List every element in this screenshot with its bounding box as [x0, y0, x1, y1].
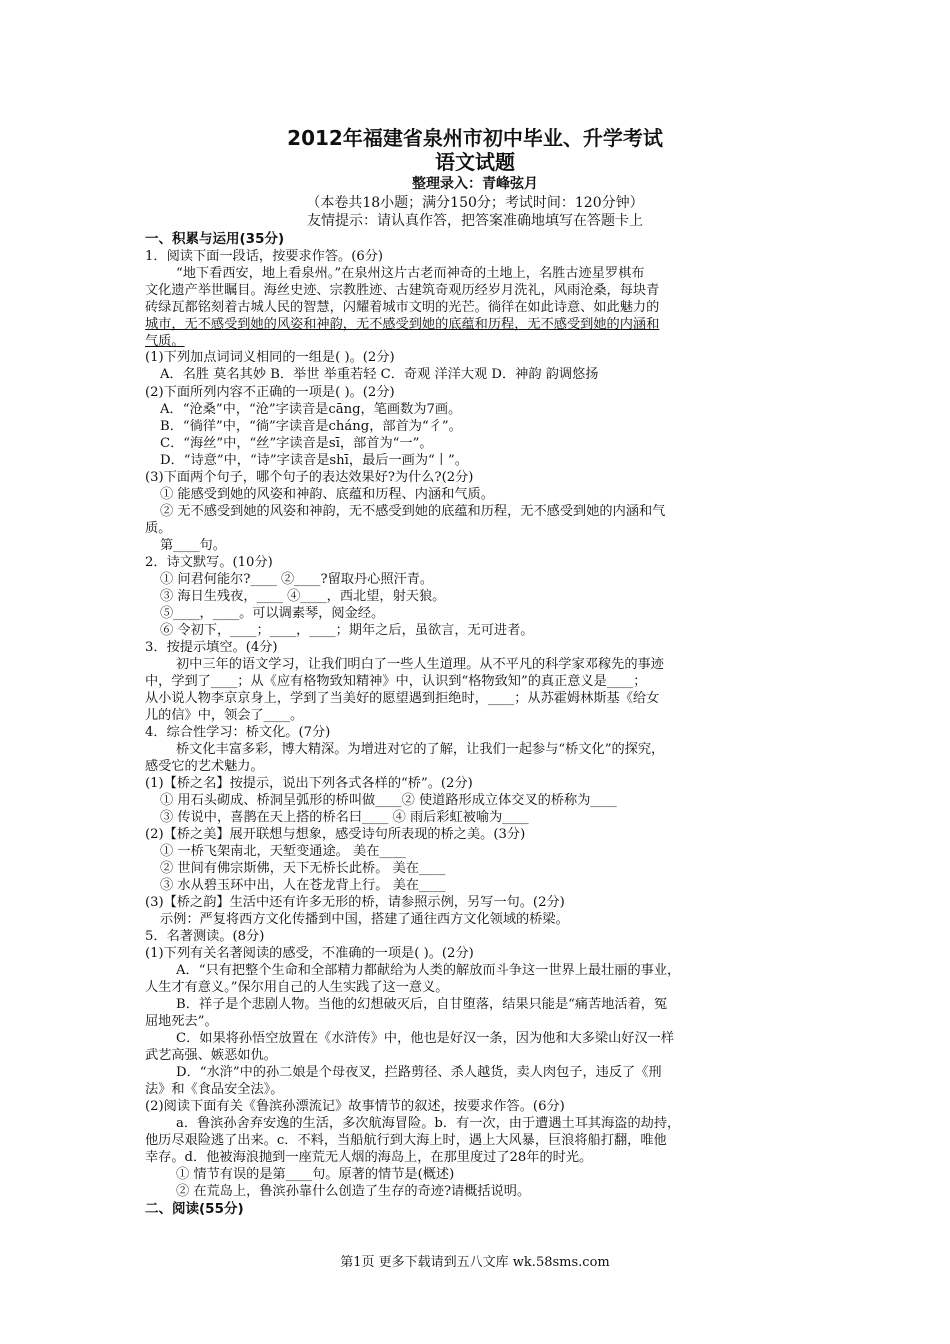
text-line: ⑤____，____。可以调素琴，阅金经。: [160, 606, 385, 621]
section-heading: 一、积累与运用(35分): [145, 231, 285, 247]
text-line: 文化遗产举世瞩目。海丝史迹、宗教胜迹、古建筑奇观历经岁月洗礼，风雨沧桑，每块青: [145, 283, 660, 298]
text-line: ① 用石头砌成、桥洞呈弧形的桥叫做____② 使道路形成立体交叉的桥称为____: [160, 793, 617, 808]
text-line: A．“沧桑”中，“沧”字读音是cāng，笔画数为7画。: [160, 402, 462, 417]
section-heading: 二、阅读(55分): [145, 1201, 244, 1217]
text-line: 人生才有意义。”保尔用自己的人生实践了这一意义。: [145, 980, 449, 995]
text-line: 示例：严复将西方文化传播到中国，搭建了通往西方文化领域的桥梁。: [160, 912, 569, 927]
text-line: “地下看西安，地上看泉州。”在泉州这片古老而神奇的土地上，名胜古迹星罗棋布: [176, 266, 645, 281]
text-line: 第____句。: [160, 538, 226, 553]
text-line: a．鲁滨孙舍弃安逸的生活，多次航海冒险。b．有一次，由于遭遇土耳其海盗的劫持，: [176, 1116, 681, 1131]
text-line: ① 问君何能尔?____ ②____?留取丹心照汗青。: [160, 572, 434, 587]
text-line: 武艺高强、嫉恶如仇。: [145, 1048, 277, 1063]
exam-info: （本卷共18小题；满分150分；考试时间：120分钟）: [306, 195, 644, 211]
text-line: 法》和《食品安全法》。: [145, 1082, 284, 1097]
question-heading: 3．按提示填空。(4分): [145, 640, 278, 655]
text-line: (1)下列加点词词义相同的一组是( )。(2分): [145, 350, 395, 365]
text-line: C．如果将孙悟空放置在《水浒传》中，他也是好汉一条，因为他和大多梁山好汉一样: [176, 1031, 675, 1046]
text-line: (2)【桥之美】展开联想与想象，感受诗句所表现的桥之美。(3分): [145, 827, 526, 842]
text-line: 儿的信》中，领会了____。: [145, 708, 304, 723]
text-line: 桥文化丰富多彩，博大精深。为增进对它的了解，让我们一起参与“桥文化”的探究，: [176, 742, 665, 757]
text-line: ③ 海日生残夜，____ ④____，西北望，射天狼。: [160, 589, 446, 604]
text-line: B．祥子是个悲剧人物。当他的幻想破灭后，自甘堕落，结果只能是“痛苦地活着，冤: [176, 997, 668, 1012]
text-line: 气质。: [145, 334, 185, 349]
question-heading: 4．综合性学习：桥文化。(7分): [145, 725, 331, 740]
text-line: ② 世间有佛宗斯佛，天下无桥长此桥。 美在____: [160, 861, 446, 876]
text-line: 初中三年的语文学习，让我们明白了一些人生道理。从不平凡的科学家邓稼先的事迹: [176, 657, 664, 672]
text-line: (1)下列有关名著阅读的感受，不准确的一项是( )。(2分): [145, 946, 474, 961]
tip-line: 友情提示：请认真作答，把答案准确地填写在答题卡上: [307, 213, 643, 229]
question-heading: 1．阅读下面一段话，按要求作答。(6分): [145, 249, 384, 264]
text-line: 从小说人物李京京身上，学到了当美好的愿望遇到拒绝时，____；从苏霍姆林斯基《给女: [145, 691, 660, 706]
question-heading: 5．名著测读。(8分): [145, 929, 265, 944]
text-line: (3)【桥之韵】生活中还有许多无形的桥，请参照示例，另写一句。(2分): [145, 895, 565, 910]
title-main: 2012年福建省泉州市初中毕业、升学考试: [287, 126, 663, 150]
text-line: 他历尽艰险逃了出来。c．不料，当船航行到大海上时，遇上大风暴，巨浪将船打翻，唯他: [145, 1133, 667, 1148]
text-line: A．名胜 莫名其妙 B．举世 举重若轻 C．奇观 洋洋大观 D．神韵 韵调悠扬: [160, 367, 599, 382]
text-line: ③ 传说中，喜鹊在天上搭的桥名曰____ ④ 雨后彩虹被喻为____: [160, 810, 529, 825]
text-line: 城市，无不感受到她的风姿和神韵，无不感受到她的底蕴和历程，无不感受到她的内涵和: [145, 317, 660, 332]
text-line: ③ 水从碧玉环中出，人在苍龙背上行。 美在____: [160, 878, 446, 893]
text-line: ① 能感受到她的风姿和神韵、底蕴和历程、内涵和气质。: [160, 487, 494, 502]
text-line: 中，学到了____；从《应有格物致知精神》中，认识到“格物致知”的真正意义是____；: [145, 674, 647, 689]
title-sub: 语文试题: [435, 150, 515, 174]
text-line: D．“水浒”中的孙二娘是个母夜叉，拦路剪径、杀人越货，卖人肉包子，违反了《刑: [176, 1065, 662, 1080]
question-heading: 2．诗文默写。(10分): [145, 555, 273, 570]
text-line: ⑥ 令初下，____；____，____；期年之后，虽欲言，无可进者。: [160, 623, 534, 638]
editor-line: 整理录入：青峰弦月: [412, 176, 538, 192]
text-line: B．“徜徉”中，“徜”字读音是cháng，部首为“彳”。: [160, 419, 462, 434]
text-line: ② 无不感受到她的风姿和神韵，无不感受到她的底蕴和历程，无不感受到她的内涵和气: [160, 504, 666, 519]
text-line: ② 在荒岛上，鲁滨孙靠什么创造了生存的奇迹?请概括说明。: [176, 1184, 531, 1199]
text-line: 砖绿瓦都铭刻着古城人民的智慧，闪耀着城市文明的光芒。徜徉在如此诗意、如此魅力的: [145, 300, 660, 315]
text-line: A．“只有把整个生命和全部精力都献给为人类的解放而斗争这一世界上最壮丽的事业，: [176, 963, 681, 978]
text-line: 幸存。d．他被海浪抛到一座荒无人烟的海岛上，在那里度过了28年的时光。: [145, 1150, 593, 1165]
text-line: (3)下面两个句子，哪个句子的表达效果好?为什么?(2分): [145, 470, 474, 485]
text-line: D．“诗意”中，“诗”字读音是shī，最后一画为“丨”。: [160, 453, 468, 468]
text-line: ① 一桥飞架南北，天堑变通途。 美在____: [160, 844, 406, 859]
text-line: (1)【桥之名】按提示，说出下列各式各样的“桥”。(2分): [145, 776, 473, 791]
text-line: (2)下面所列内容不正确的一项是( )。(2分): [145, 385, 395, 400]
text-line: C．“海丝”中，“丝”字读音是sī，部首为“一”。: [160, 436, 433, 451]
text-line: 感受它的艺术魅力。: [145, 759, 264, 774]
text-line: ① 情节有误的是第____句。原著的情节是(概述): [176, 1167, 455, 1182]
text-line: (2)阅读下面有关《鲁滨孙漂流记》故事情节的叙述，按要求作答。(6分): [145, 1099, 565, 1114]
text-line: 质。: [145, 521, 172, 536]
text-line: 屈地死去”。: [145, 1014, 218, 1029]
page-footer: 第1页 更多下载请到五八文库 wk.58sms.com: [340, 1255, 610, 1270]
